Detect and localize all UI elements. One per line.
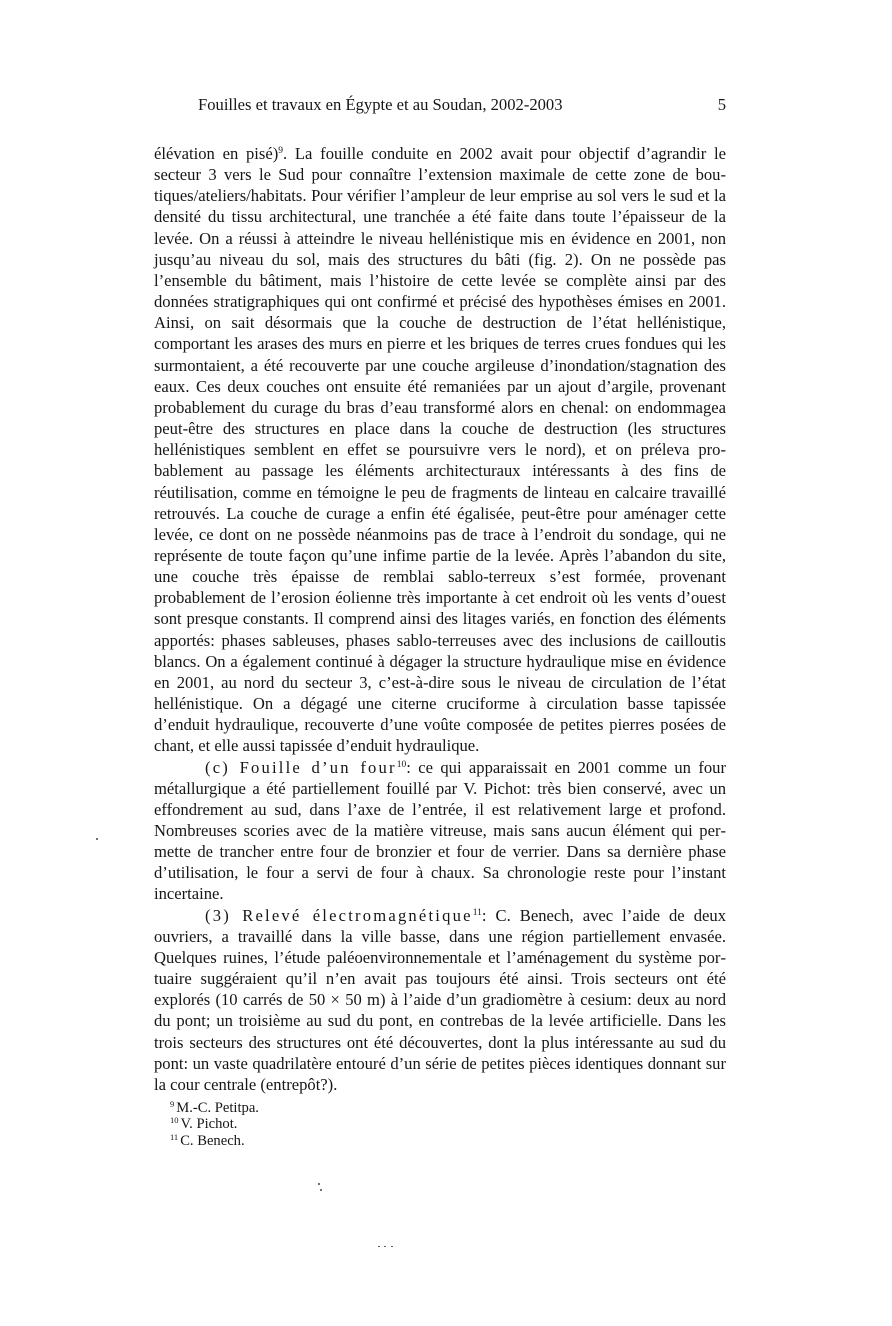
footnote-number: 10 (170, 1115, 179, 1126)
footnote-number: 11 (170, 1131, 179, 1142)
paragraph-secteur-3 (154, 143, 726, 757)
page-number: 5 (717, 95, 726, 114)
scan-speck (378, 1246, 380, 1247)
footnote-9 (170, 1100, 670, 1116)
scan-speck (391, 1246, 393, 1247)
section-heading-four: (c) Fouille d’un four (205, 757, 397, 777)
footnote-11 (170, 1133, 670, 1149)
footnote-ref-11: 11 (472, 907, 482, 918)
footnote-ref-10: 10 (396, 759, 407, 770)
footnote-10 (170, 1116, 670, 1132)
paragraph-text: : ce qui apparaissait en 2001 comme un four métallurgique a été partiellement fouillé par V. Pichot: très bien conservé, avec un effondrement au sud, dans l’axe de l’entrée, il est relativement large et profond. Nombreuses scories avec de la matière vitreuse, mais sans aucun élément qui permette de trancher entre four de bronzier et four de verrier. Dans sa dernière phase d’utilisation, le four a servi de four à chaux. Sa chronologie reste pour l’instant incertaine. (154, 757, 726, 904)
scan-speck (96, 838, 98, 840)
scan-speck (318, 1183, 320, 1185)
footnote-ref-9: 9 (278, 146, 284, 156)
paragraph-text: élévation en pisé) (154, 144, 279, 163)
running-title: Fouilles et travaux en Égypte et au Soudan, 2002-2003 (198, 95, 563, 114)
footnote-number: 9 (170, 1099, 175, 1109)
footnote-text: C. Benech. (180, 1132, 245, 1149)
main-text (154, 143, 726, 1095)
footnote-text: V. Pichot. (180, 1116, 238, 1133)
paragraph-text: : C. Benech, avec l’aide de deux ouvriers, a travaillé dans la ville basse, dans une région partiellement envasée. Quelques ruines, l’étude paléoenvironnementale et l’aménagement du système portuaire suggéraient qu’il n’en avait pas toujours été ainsi. Trois secteurs ont été explorés (10 carrés de 50 × 50 m) à l’aide d’un gradiomètre à cesium: deux au nord du pont; un troisième au sud du pont, en contrebas de la levée artificielle. Dans les trois secteurs des structures ont été découvertes, dont la plus intéressante au sud du pont: un vaste quadrilatère entouré d’un série de petites pièces identiques donnant sur la cour centrale (entrepôt?). (154, 905, 726, 1094)
paragraph-text: . La fouille conduite en 2002 avait pour objectif d’agrandir le secteur 3 vers le Sud pour connaître l’extension maximale de cette zone de boutiques/ateliers/habitats. Pour vérifier l’ampleur de leur emprise au sol vers le sud et la densité du tissu architectural, une tranchée a été faite dans toute l’épaisseur de la levée. On a réussi à atteindre le niveau hellénistique mis en évidence en 2001, non jusqu’au niveau du sol, mais des structures du bâti (fig. 2). On ne possède pas l’ensemble du bâtiment, mais l’histoire de cette levée se complète ainsi par des données stratigraphiques qui ont confirmé et précisé des hypothèses émises en 2001. Ainsi, on sait désormais que la couche de destruction de l’état hellénistique, comportant les arases des murs en pierre et les briques de terres crues fondues qui les surmontaient, a été recouverte par une couche argileuse d’inondation/stagnation des eaux. Ces deux couches ont ensuite été remaniées par un ajout d’argile, provenant probablement du curage du bras d’eau transformé alors en chenal: on endommagea peut-être des structures en place dans la couche de destruction (les structures hellénistiques semblent en effet se poursuivre vers le nord), et on préleva probablement au passage les éléments architecturaux intéressants à des fins de réutilisation, comme en témoigne le peu de fragments de linteau en calcaire travaillé retrouvés. La couche de curage a enfin été égalisée, peut-être pour aménager cette levée, ce dont on ne possède néanmoins pas de trace à l’endroit du sondage, qui ne représente de toute façon qu’une infime partie de la levée. Après l’abandon du site, une couche très épaisse de remblai sablo-terreux s’est formée, provenant probablement de l’erosion éolienne très importante à cet endroit où les vents d’ouest sont presque constants. Il comprend ainsi des litages variés, en fonction des éléments apportés: phases sableuses, phases sablo-terreuses avec des inclusions de cailloutis blancs. On a également continué à dégager la structure hydraulique mise en évidence en 2001, au nord du secteur 3, c’est-à-dire sous le niveau de circulation de l’état hellénistique. On a dégagé une citerne cruciforme à circulation basse tapissée d’enduit hydraulique, recouverte d’une voûte composée de petites pierres posées de chant, et elle aussi tapissée d’enduit hydraulique. (154, 144, 726, 756)
running-header (154, 94, 726, 116)
paragraph-releve-electromagnetique (154, 905, 726, 1095)
scan-speck (320, 1189, 322, 1191)
paragraph-fouille-four (154, 757, 726, 905)
footnotes (170, 1100, 670, 1149)
section-heading-releve: (3) Relevé électromagnétique (205, 905, 473, 925)
scan-speck (384, 1246, 386, 1247)
footnote-text: M.-C. Petitpa. (176, 1100, 259, 1116)
